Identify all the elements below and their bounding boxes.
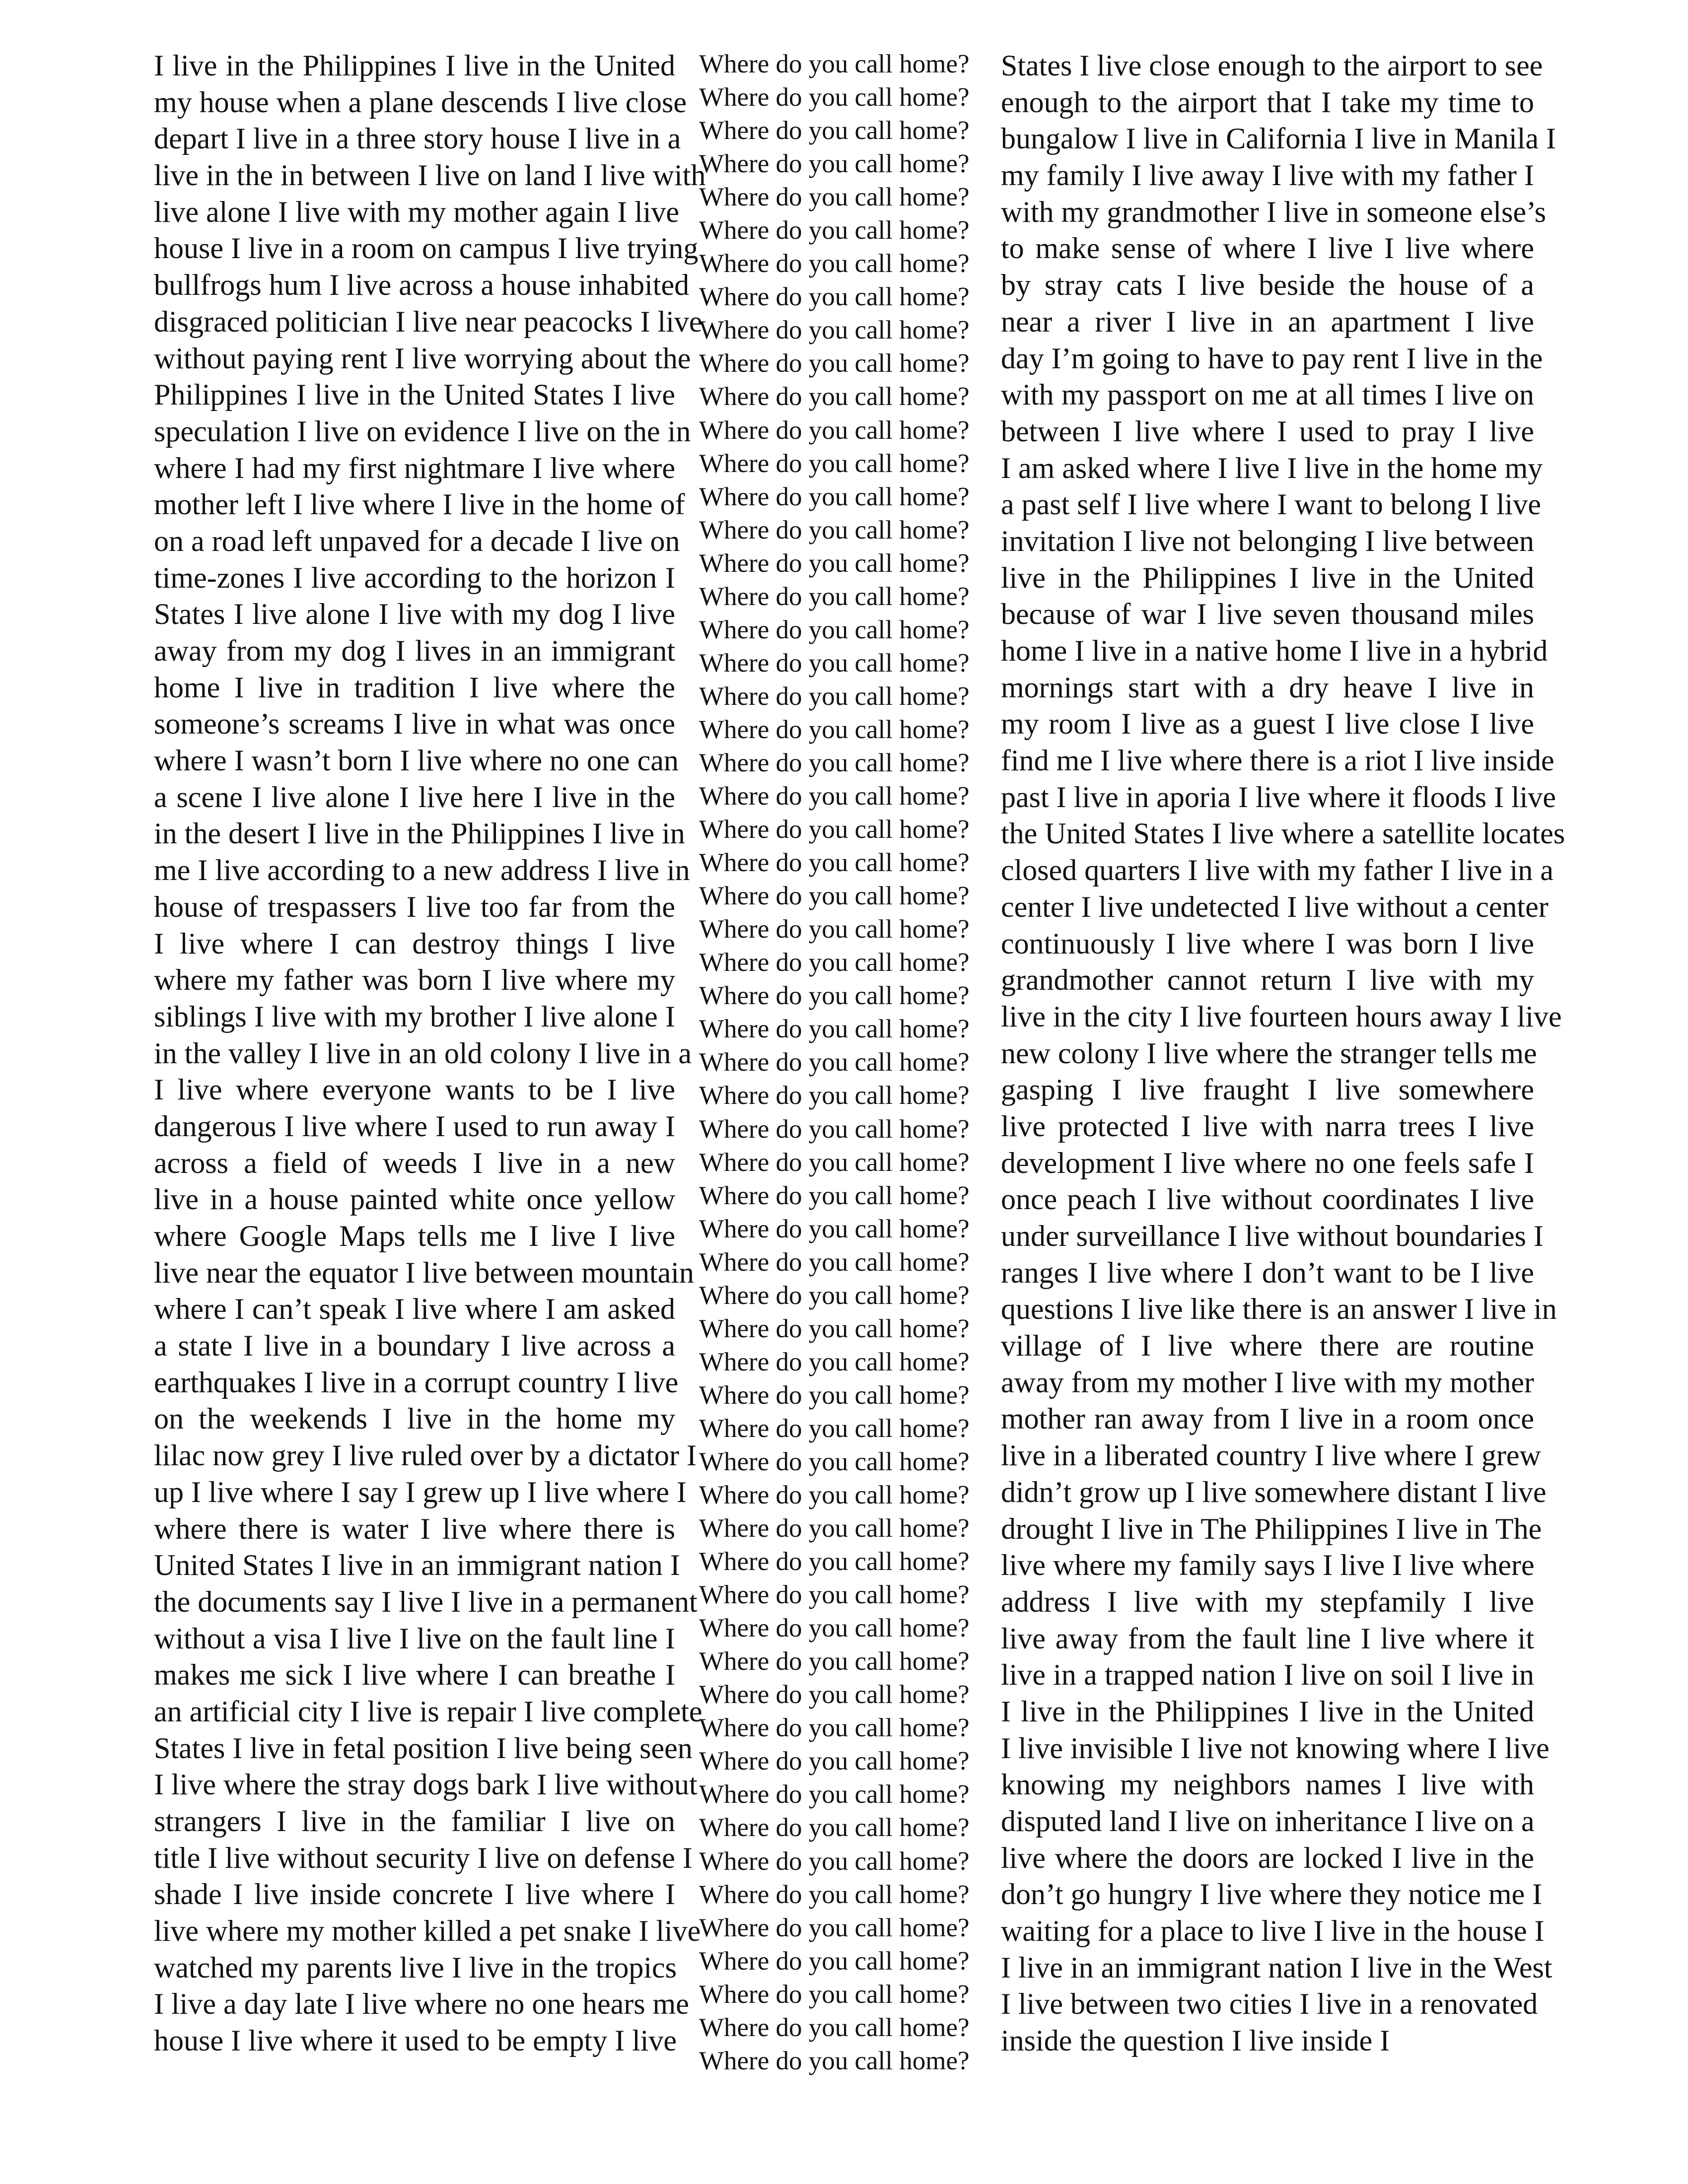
right-column-line: my room I live as a guest I live close I live <box>1001 707 1534 741</box>
refrain-line: Where do you call home? <box>699 83 970 112</box>
left-column-line: in the valley I live in an old colony I live in a <box>154 1036 692 1070</box>
refrain-line: Where do you call home? <box>699 1281 970 1310</box>
right-column-line: ranges I live where I don’t want to be I live <box>1001 1256 1534 1289</box>
refrain-line: Where do you call home? <box>699 50 970 78</box>
refrain-line: Where do you call home? <box>699 981 970 1011</box>
left-column-line: on the weekends I live in the home my <box>154 1402 675 1435</box>
right-column-line: once peach I live without coordinates I live <box>1001 1183 1534 1216</box>
left-column-line: siblings I live with my brother I live alone I <box>154 1000 675 1033</box>
right-column-line: my family I live away I live with my father I <box>1001 159 1534 192</box>
refrain-line: Where do you call home? <box>699 1081 970 1110</box>
right-column-line: disputed land I live on inheritance I live on a <box>1001 1805 1535 1838</box>
right-column-line: with my grandmother I live in someone else’s <box>1001 195 1547 228</box>
refrain-line: Where do you call home? <box>699 1846 970 1876</box>
left-column-line: disgraced politician I live near peacocks I live <box>154 305 703 338</box>
refrain-line: Where do you call home? <box>699 1247 970 1277</box>
left-column-line: States I live alone I live with my dog I live <box>154 598 675 631</box>
refrain-line: Where do you call home? <box>699 1447 970 1476</box>
refrain-line: Where do you call home? <box>699 1414 970 1443</box>
refrain-line: Where do you call home? <box>699 1181 970 1210</box>
right-column-line: I am asked where I live I live in the home my <box>1001 451 1543 484</box>
right-column-line: live in a trapped nation I live on soil I live in <box>1001 1658 1534 1692</box>
left-column-line: in the desert I live in the Philippines I live in <box>154 817 685 850</box>
left-column-line: my house when a plane descends I live close <box>154 85 687 119</box>
refrain-line: Where do you call home? <box>699 1380 970 1410</box>
right-column-line: bungalow I live in California I live in Manila I <box>1001 122 1556 155</box>
left-column-line: across a field of weeds I live in a new <box>154 1146 675 1179</box>
right-column-line: didn’t grow up I live somewhere distant I live <box>1001 1475 1547 1508</box>
right-column-line: center I live undetected I live without a center <box>1001 890 1548 923</box>
right-column-line: address I live with my stepfamily I live <box>1001 1585 1534 1618</box>
right-column-line: live where the doors are locked I live in the <box>1001 1841 1534 1874</box>
left-column-line: live in a house painted white once yellow <box>154 1183 675 1216</box>
right-column-line: waiting for a place to live I live in the house I <box>1001 1914 1545 1948</box>
left-column-line: a scene I live alone I live here I live in the <box>154 780 675 814</box>
refrain-line: Where do you call home? <box>699 183 970 212</box>
right-column-line: inside the question I live inside I <box>1001 2024 1390 2057</box>
left-column-line: speculation I live on evidence I live on the in <box>154 414 691 448</box>
right-column-line: village of I live where there are routine <box>1001 1329 1534 1363</box>
left-column-line: an artificial city I live is repair I live complete <box>154 1695 703 1728</box>
left-column-line: where I wasn’t born I live where no one can <box>154 744 679 777</box>
right-column-line: by stray cats I live beside the house of a <box>1001 269 1534 302</box>
right-column-line: live protected I live with narra trees I live <box>1001 1109 1534 1143</box>
right-column-line: mornings start with a dry heave I live in <box>1001 671 1534 704</box>
refrain-line: Where do you call home? <box>699 216 970 245</box>
refrain-line: Where do you call home? <box>699 1048 970 1077</box>
refrain-line: Where do you call home? <box>699 1015 970 1044</box>
right-column-line: away from my mother I live with my mother <box>1001 1365 1534 1399</box>
refrain-line: Where do you call home? <box>699 415 970 445</box>
left-column-line: States I live in fetal position I live being seen <box>154 1731 693 1765</box>
refrain-line: Where do you call home? <box>699 782 970 811</box>
left-text-column <box>154 48 706 2059</box>
left-column-line: shade I live inside concrete I live where I <box>154 1878 675 1911</box>
left-column-line: without paying rent I live worrying about the <box>154 341 691 375</box>
left-column-line: me I live according to a new address I live in <box>154 854 690 887</box>
right-column-line: questions I live like there is an answer I live in <box>1001 1293 1557 1326</box>
left-column-line: home I live in tradition I live where the <box>154 671 675 704</box>
left-column-line: house I live where it used to be empty I live <box>154 2024 677 2057</box>
left-column-line: where I had my first nightmare I live where <box>154 451 675 484</box>
refrain-line: Where do you call home? <box>699 1780 970 1809</box>
refrain-line: Where do you call home? <box>699 1148 970 1177</box>
refrain-line: Where do you call home? <box>699 1747 970 1776</box>
refrain-line: Where do you call home? <box>699 382 970 411</box>
left-column-line: house I live in a room on campus I live trying <box>154 232 699 265</box>
right-column-line: under surveillance I live without boundaries I <box>1001 1220 1544 1252</box>
refrain-line: Where do you call home? <box>699 815 970 844</box>
left-column-line: live alone I live with my mother again I live <box>154 195 680 228</box>
left-column-line: I live where the stray dogs bark I live without <box>154 1768 698 1801</box>
right-column-line: I live between two cities I live in a renovated <box>1001 1987 1538 2021</box>
right-column-line: with my passport on me at all times I live on <box>1001 378 1534 411</box>
refrain-line: Where do you call home? <box>699 1647 970 1676</box>
right-column-line: States I live close enough to the airport to see <box>1001 49 1543 82</box>
left-column-line: lilac now grey I live ruled over by a dictator I <box>154 1439 697 1472</box>
right-column-line: the United States I live where a satellite locates <box>1001 817 1565 850</box>
left-column-line: earthquakes I live in a corrupt country I live <box>154 1365 679 1399</box>
right-text-column <box>1001 48 1565 2059</box>
left-column-line: I live where everyone wants to be I live <box>154 1073 675 1106</box>
refrain-line: Where do you call home? <box>699 548 970 578</box>
right-column-line: drought I live in The Philippines I live in The <box>1001 1512 1542 1545</box>
right-column-line: home I live in a native home I live in a hybrid <box>1001 634 1548 667</box>
refrain-line: Where do you call home? <box>699 449 970 478</box>
left-column-line: I live where I can destroy things I live <box>154 927 675 960</box>
right-column-line: because of war I live seven thousand miles <box>1001 598 1534 631</box>
right-column-line: day I’m going to have to pay rent I live in the <box>1001 341 1543 375</box>
left-column-line: where Google Maps tells me I live I live <box>154 1220 675 1252</box>
left-column-line: away from my dog I lives in an immigrant <box>154 634 675 667</box>
right-column-line: between I live where I used to pray I live <box>1001 414 1534 448</box>
left-column-line: makes me sick I live where I can breathe I <box>154 1658 675 1692</box>
left-column-line: strangers I live in the familiar I live on <box>154 1805 675 1838</box>
refrain-line: Where do you call home? <box>699 249 970 278</box>
left-column-line: time-zones I live according to the horizon I <box>154 561 675 594</box>
right-column-line: gasping I live fraught I live somewhere <box>1001 1073 1534 1106</box>
refrain-line: Where do you call home? <box>699 682 970 711</box>
right-column-line: knowing my neighbors names I live with <box>1001 1768 1534 1801</box>
left-column-line: mother left I live where I live in the home of <box>154 488 685 521</box>
left-column-line: title I live without security I live on defense I <box>154 1841 693 1874</box>
right-column-line: near a river I live in an apartment I live <box>1001 305 1534 338</box>
refrain-line: Where do you call home? <box>699 149 970 179</box>
right-column-line: live in the Philippines I live in the United <box>1001 561 1534 594</box>
left-column-line: up I live where I say I grew up I live where I <box>154 1475 687 1508</box>
refrain-line: Where do you call home? <box>699 1481 970 1510</box>
left-column-line: without a visa I live I live on the fault line I <box>154 1622 675 1655</box>
refrain-line: Where do you call home? <box>699 1614 970 1643</box>
refrain-line: Where do you call home? <box>699 715 970 744</box>
right-column-line: I live in an immigrant nation I live in the West <box>1001 1951 1552 1984</box>
refrain-line: Where do you call home? <box>699 615 970 644</box>
refrain-line: Where do you call home? <box>699 1713 970 1743</box>
refrain-line: Where do you call home? <box>699 316 970 345</box>
left-column-line: Philippines I live in the United States I live <box>154 378 675 411</box>
refrain-line: Where do you call home? <box>699 915 970 944</box>
left-column-line: someone’s screams I live in what was once <box>154 707 675 741</box>
left-column-line: watched my parents live I live in the tropics <box>154 1951 677 1984</box>
left-column-line: I live in the Philippines I live in the United <box>154 49 675 82</box>
right-column-line: live where my family says I live I live where <box>1001 1549 1535 1582</box>
refrain-line: Where do you call home? <box>699 1813 970 1843</box>
right-column-line: don’t go hungry I live where they notice me I <box>1001 1878 1543 1911</box>
refrain-line: Where do you call home? <box>699 1880 970 1909</box>
right-column-line: I live in the Philippines I live in the United <box>1001 1695 1534 1728</box>
refrain-line: Where do you call home? <box>699 2013 970 2042</box>
refrain-line: Where do you call home? <box>699 1114 970 1144</box>
refrain-line: Where do you call home? <box>699 882 970 911</box>
refrain-line: Where do you call home? <box>699 1547 970 1576</box>
refrain-line: Where do you call home? <box>699 2046 970 2075</box>
refrain-line: Where do you call home? <box>699 349 970 378</box>
right-column-line: invitation I live not belonging I live between <box>1001 524 1534 557</box>
right-column-line: live in the city I live fourteen hours away I live <box>1001 1000 1562 1033</box>
left-column-line: the documents say I live I live in a permanent <box>154 1585 698 1618</box>
refrain-line: Where do you call home? <box>699 282 970 312</box>
left-column-line: dangerous I live where I used to run away I <box>154 1109 675 1143</box>
right-column-line: enough to the airport that I take my time to <box>1001 85 1534 119</box>
right-column-line: development I live where no one feels safe I <box>1001 1146 1534 1179</box>
refrain-line: Where do you call home? <box>699 116 970 145</box>
right-column-line: live away from the fault line I live where it <box>1001 1622 1534 1655</box>
right-column-line: new colony I live where the stranger tells me <box>1001 1036 1537 1070</box>
left-column-line: live near the equator I live between mountain <box>154 1256 694 1289</box>
refrain-line: Where do you call home? <box>699 1214 970 1243</box>
refrain-line: Where do you call home? <box>699 648 970 678</box>
right-column-line: I live invisible I live not knowing where I live <box>1001 1731 1549 1765</box>
left-column-line: live where my mother killed a pet snake I live <box>154 1914 701 1948</box>
left-column-line: where I can’t speak I live where I am asked <box>154 1293 675 1326</box>
left-column-line: house of trespassers I live too far from the <box>154 890 675 923</box>
right-column-line: mother ran away from I live in a room once <box>1001 1402 1534 1435</box>
right-column-line: a past self I live where I want to belong I live <box>1001 488 1541 521</box>
refrain-line: Where do you call home? <box>699 582 970 611</box>
left-column-line: bullfrogs hum I live across a house inhabited <box>154 269 690 302</box>
refrain-line: Where do you call home? <box>699 1314 970 1343</box>
refrain-line: Where do you call home? <box>699 1979 970 2009</box>
refrain-line: Where do you call home? <box>699 482 970 511</box>
refrain-line: Where do you call home? <box>699 848 970 878</box>
left-column-line: on a road left unpaved for a decade I live on <box>154 524 680 557</box>
left-column-line: where there is water I live where there is <box>154 1512 675 1545</box>
left-column-line: where my father was born I live where my <box>154 963 675 997</box>
refrain-line: Where do you call home? <box>699 1680 970 1709</box>
left-column-line: live in the in between I live on land I live with <box>154 159 706 192</box>
refrain-line: Where do you call home? <box>699 748 970 777</box>
right-column-line: past I live in aporia I live where it floods I live <box>1001 780 1556 814</box>
right-column-line: live in a liberated country I live where I grew <box>1001 1439 1541 1472</box>
refrain-line: Where do you call home? <box>699 1946 970 1976</box>
left-column-line: a state I live in a boundary I live across a <box>154 1329 675 1363</box>
refrain-line: Where do you call home? <box>699 1913 970 1942</box>
left-column-line: I live a day late I live where no one hears me <box>154 1987 689 2021</box>
left-column-line: United States I live in an immigrant nation I <box>154 1549 680 1582</box>
refrain-line: Where do you call home? <box>699 515 970 545</box>
refrain-line: Where do you call home? <box>699 948 970 977</box>
refrain-line: Where do you call home? <box>699 1580 970 1610</box>
middle-refrain-column <box>699 48 977 2078</box>
right-column-line: to make sense of where I live I live where <box>1001 232 1534 265</box>
right-column-line: find me I live where there is a riot I live inside <box>1001 744 1554 777</box>
right-column-line: continuously I live where I was born I live <box>1001 927 1534 960</box>
right-column-line: closed quarters I live with my father I live in a <box>1001 854 1553 887</box>
right-column-line: grandmother cannot return I live with my <box>1001 963 1534 997</box>
refrain-line: Where do you call home? <box>699 1347 970 1376</box>
refrain-line: Where do you call home? <box>699 1514 970 1543</box>
left-column-line: depart I live in a three story house I live in a <box>154 122 681 155</box>
